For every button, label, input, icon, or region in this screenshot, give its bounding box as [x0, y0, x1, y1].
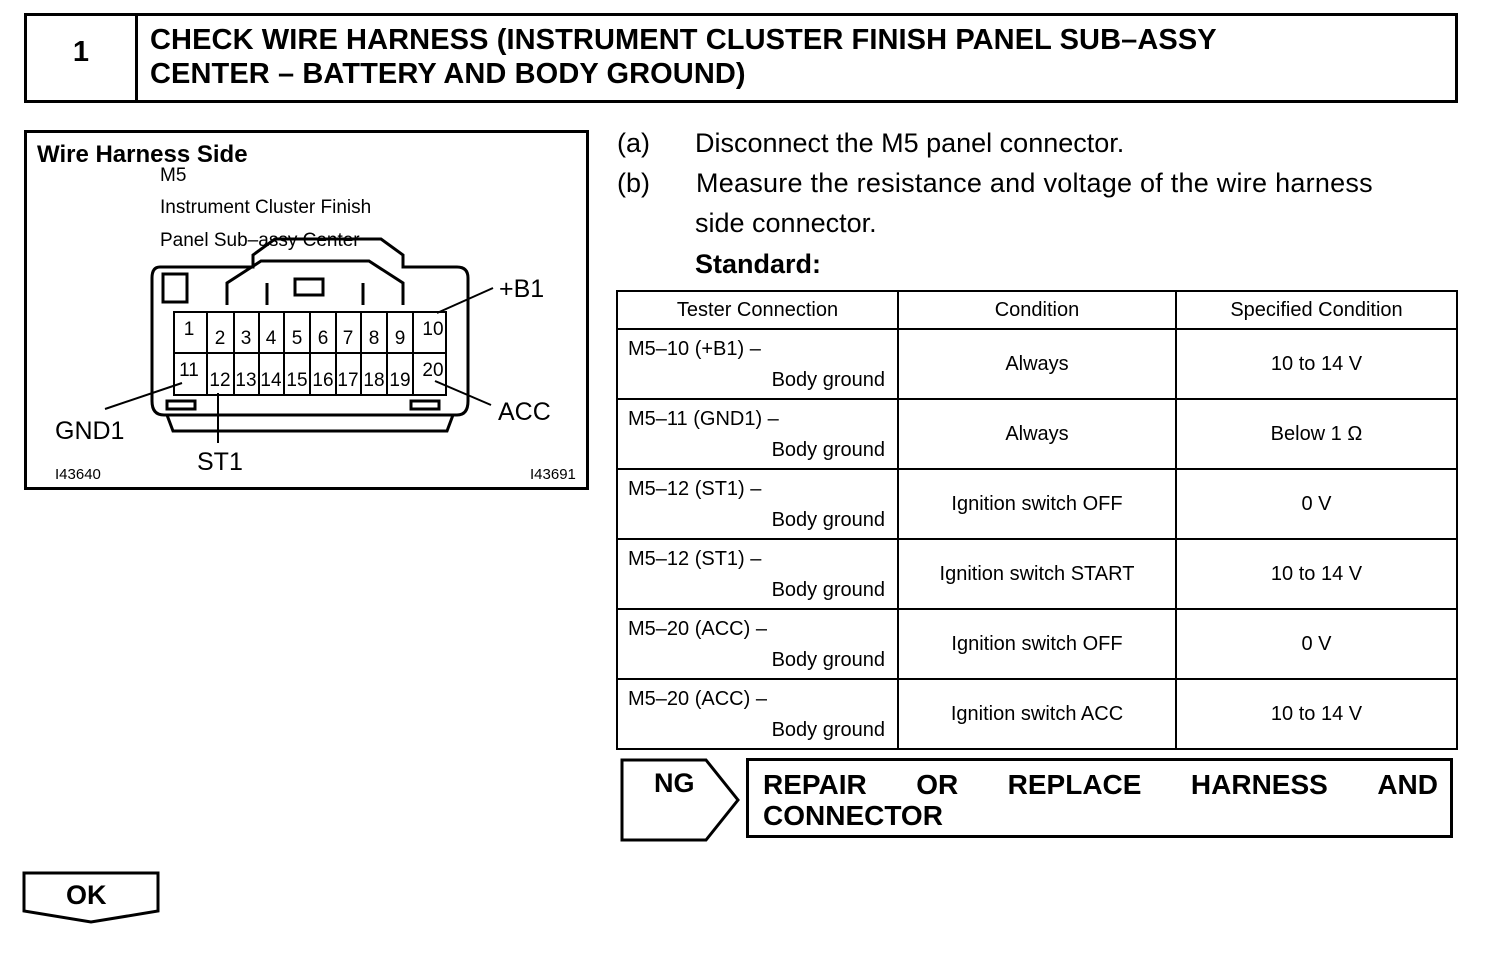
pin-numbers-top — [184, 319, 444, 349]
ok-label: OK — [66, 880, 107, 910]
pin-18: 18 — [363, 370, 385, 391]
pin-1: 1 — [183, 319, 195, 340]
cell-spec: Below 1 Ω — [1176, 399, 1457, 469]
connector-diagram — [24, 130, 589, 490]
connection-line1: M5–10 (+B1) – — [628, 338, 761, 360]
connection-line2: Body ground — [771, 649, 885, 671]
connection-line2: Body ground — [771, 369, 885, 391]
ng-word: OR — [916, 769, 959, 800]
step-b-text-line2: side connector. — [695, 208, 877, 238]
step-title-line1: CHECK WIRE HARNESS (INSTRUMENT CLUSTER FINISH PANEL SUB–ASSY — [150, 24, 1217, 56]
cell-connection — [617, 679, 898, 749]
pin-17: 17 — [337, 370, 359, 391]
callout-st1: ST1 — [197, 448, 243, 476]
ng-word: REPAIR — [763, 769, 867, 800]
cell-spec: 10 to 14 V — [1176, 679, 1457, 749]
callout-gnd1: GND1 — [55, 417, 125, 445]
ng-action-line1 — [763, 769, 1438, 800]
standard-label: Standard: — [695, 249, 822, 279]
pin-16: 16 — [312, 370, 334, 391]
table-header-row — [617, 291, 1457, 329]
ng-word: REPLACE — [1007, 769, 1142, 800]
pin-10: 10 — [422, 319, 444, 340]
cell-condition: Always — [898, 329, 1176, 399]
connection-line1: M5–12 (ST1) – — [628, 548, 762, 570]
cell-condition: Ignition switch OFF — [898, 609, 1176, 679]
connection-line1: M5–20 (ACC) – — [628, 618, 767, 640]
step-number: 1 — [27, 16, 138, 100]
step-a-label: (a) — [617, 128, 650, 158]
step-a-text: Disconnect the M5 panel connector. — [695, 128, 1125, 158]
header-condition: Condition — [898, 291, 1176, 329]
table-row — [617, 609, 1457, 679]
cell-condition: Ignition switch ACC — [898, 679, 1176, 749]
connection-line2: Body ground — [771, 509, 885, 531]
pin-7: 7 — [342, 328, 354, 349]
callout-acc: ACC — [498, 398, 551, 426]
pin-9: 9 — [394, 328, 406, 349]
figure-id-left: I43640 — [55, 466, 101, 483]
pin-6: 6 — [317, 328, 329, 349]
cell-spec: 0 V — [1176, 469, 1457, 539]
cell-connection — [617, 609, 898, 679]
figure-id-right: I43691 — [530, 466, 576, 483]
pin-14: 14 — [260, 370, 282, 391]
cell-spec: 0 V — [1176, 609, 1457, 679]
ng-action-line2: CONNECTOR — [763, 800, 943, 831]
connection-line1: M5–11 (GND1) – — [628, 408, 779, 430]
pin-12: 12 — [209, 370, 231, 391]
cell-condition: Ignition switch OFF — [898, 469, 1176, 539]
pin-11: 11 — [179, 360, 199, 381]
table-row — [617, 469, 1457, 539]
diagram-title: Wire Harness Side — [37, 141, 248, 168]
pin-20: 20 — [422, 360, 444, 381]
cell-spec: 10 to 14 V — [1176, 329, 1457, 399]
step-b-text: Measure the resistance and voltage of the wire harness — [696, 168, 1373, 198]
pin-2: 2 — [214, 328, 226, 349]
ng-action-box — [746, 758, 1453, 838]
connector-name-line2: Panel Sub–assy Center — [160, 230, 360, 251]
step-title — [138, 16, 1455, 100]
connector-name-line1: Instrument Cluster Finish — [160, 197, 372, 218]
pin-4: 4 — [265, 328, 277, 349]
cell-spec: 10 to 14 V — [1176, 539, 1457, 609]
connection-line2: Body ground — [771, 439, 885, 461]
table-row — [617, 329, 1457, 399]
connection-line1: M5–20 (ACC) – — [628, 688, 767, 710]
ng-word: AND — [1377, 769, 1438, 800]
callout-b1: +B1 — [499, 275, 545, 303]
pin-3: 3 — [240, 328, 252, 349]
step-header — [24, 13, 1458, 103]
header-tester-connection: Tester Connection — [617, 291, 898, 329]
cell-connection — [617, 329, 898, 399]
pin-19: 19 — [389, 370, 411, 391]
pin-5: 5 — [291, 328, 303, 349]
cell-condition: Always — [898, 399, 1176, 469]
connector-illustration — [27, 133, 586, 487]
pin-numbers-bottom — [179, 360, 443, 391]
connection-line1: M5–12 (ST1) – — [628, 478, 762, 500]
cell-connection — [617, 469, 898, 539]
table-row — [617, 679, 1457, 749]
cell-connection — [617, 539, 898, 609]
pin-15: 15 — [286, 370, 308, 391]
table-row — [617, 539, 1457, 609]
step-b-label: (b) — [617, 168, 650, 198]
ng-label: NG — [654, 768, 695, 798]
spec-table — [616, 290, 1458, 750]
ng-word: HARNESS — [1190, 769, 1328, 800]
connection-line2: Body ground — [771, 579, 885, 601]
pin-8: 8 — [368, 328, 380, 349]
header-specified-condition: Specified Condition — [1176, 291, 1457, 329]
table-row — [617, 399, 1457, 469]
connector-code: M5 — [160, 165, 187, 186]
cell-condition: Ignition switch START — [898, 539, 1176, 609]
pin-13: 13 — [235, 370, 257, 391]
cell-connection — [617, 399, 898, 469]
step-title-line2: CENTER – BATTERY AND BODY GROUND) — [150, 58, 746, 90]
connection-line2: Body ground — [771, 719, 885, 741]
